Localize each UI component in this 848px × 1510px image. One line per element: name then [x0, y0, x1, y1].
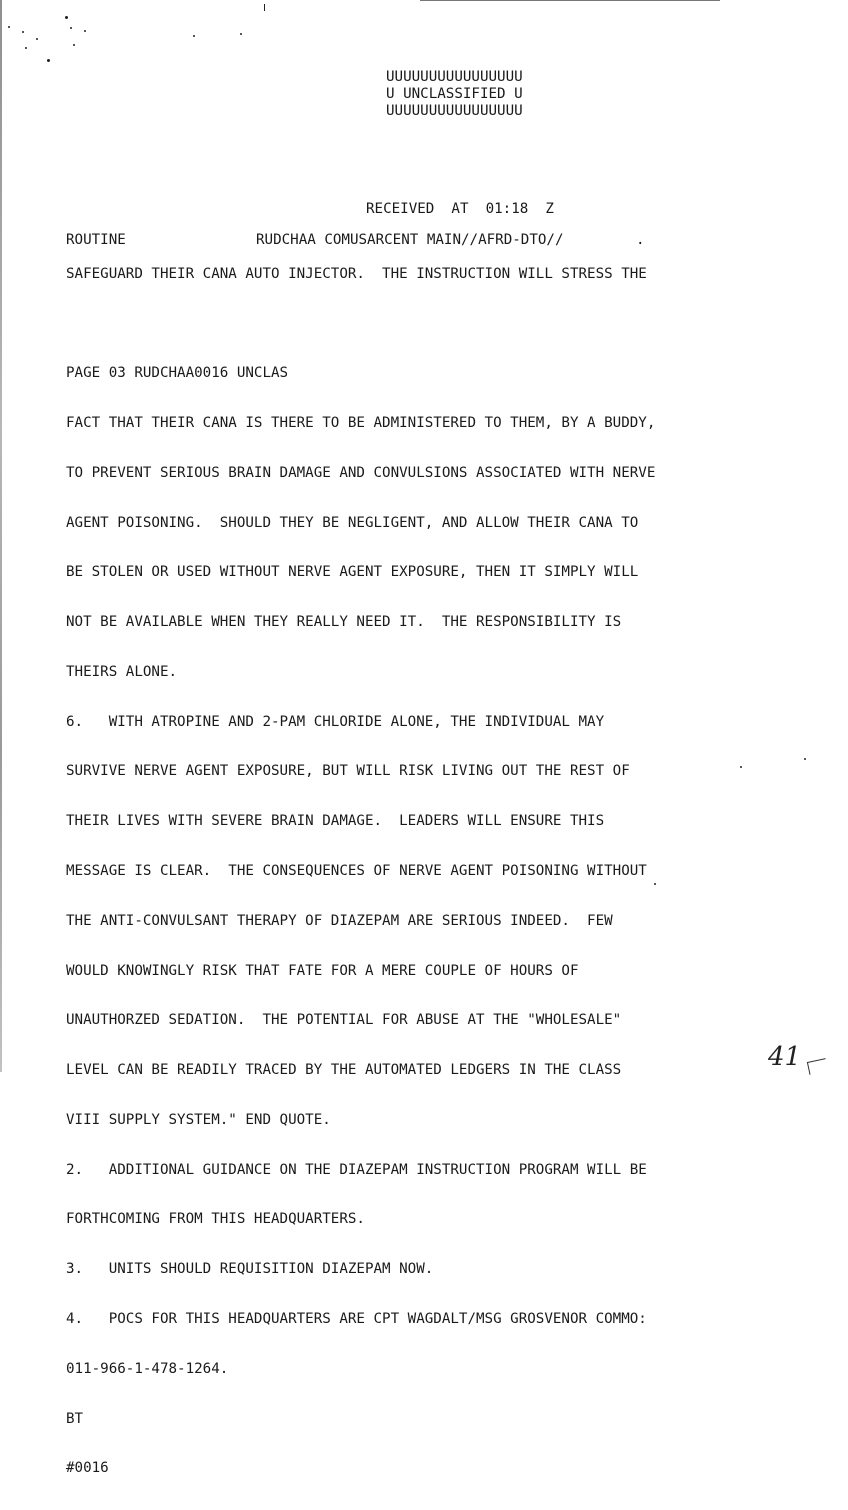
body-line: THE ANTI-CONVULSANT THERAPY OF DIAZEPAM ARE SERIOUS INDEED. FEW [66, 912, 613, 929]
body-line: WOULD KNOWINGLY RISK THAT FATE FOR A MERE COUPLE OF HOURS OF [66, 962, 579, 979]
body-line: UNAUTHORZED SEDATION. THE POTENTIAL FOR ABUSE AT THE "WHOLESALE" [66, 1012, 622, 1029]
body-line: LEVEL CAN BE READILY TRACED BY THE AUTOMATED LEDGERS IN THE CLASS [66, 1062, 622, 1079]
message-body [66, 332, 846, 1510]
body-line: 4. POCS FOR THIS HEADQUARTERS ARE CPT WAGDALT/MSG GROSVENOR COMMO: [66, 1311, 647, 1328]
body-line: 011-966-1-478-1264. [66, 1360, 229, 1377]
scan-speck [84, 30, 86, 32]
body-line: AGENT POISONING. SHOULD THEY BE NEGLIGENT, AND ALLOW THEIR CANA TO [66, 514, 639, 531]
classification-banner-top: UUUUUUUUUUUUUUUU [386, 69, 523, 85]
scan-top-rule [420, 0, 720, 1]
scan-speck [25, 47, 27, 49]
body-line: #0016 [66, 1460, 109, 1477]
body-line: TO PREVENT SERIOUS BRAIN DAMAGE AND CONVULSIONS ASSOCIATED WITH NERVE [66, 464, 656, 481]
body-line: BT [66, 1410, 84, 1427]
scan-speck [65, 16, 68, 19]
routing-address: RUDCHAA COMUSARCENT MAIN//AFRD-DTO// [256, 232, 564, 248]
body-line: BE STOLEN OR USED WITHOUT NERVE AGENT EXPOSURE, THEN IT SIMPLY WILL [66, 564, 639, 581]
routing-trail-mark: . [636, 232, 645, 248]
scan-speck [8, 26, 10, 28]
body-line: MESSAGE IS CLEAR. THE CONSEQUENCES OF NERVE AGENT POISONING WITHOUT [66, 863, 647, 879]
classification-banner-bottom: UUUUUUUUUUUUUUUU [386, 103, 523, 119]
body-line: FORTHCOMING FROM THIS HEADQUARTERS. [66, 1211, 365, 1228]
scan-speck [36, 38, 38, 40]
scan-speck [47, 59, 50, 62]
scan-speck [73, 44, 75, 46]
scan-speck [264, 4, 265, 11]
scan-speck [193, 35, 195, 37]
body-line: VIII SUPPLY SYSTEM." END QUOTE. [66, 1111, 331, 1128]
body-line: FACT THAT THEIR CANA IS THERE TO BE ADMINISTERED TO THEM, BY A BUDDY, [66, 414, 656, 431]
body-line: 2. ADDITIONAL GUIDANCE ON THE DIAZEPAM INSTRUCTION PROGRAM WILL BE [66, 1161, 647, 1178]
scan-speck [22, 31, 24, 33]
body-line: 6. WITH ATROPINE AND 2-PAM CHLORIDE ALONE, THE INDIVIDUAL MAY [66, 713, 605, 730]
carryover-line: SAFEGUARD THEIR CANA AUTO INJECTOR. THE INSTRUCTION WILL STRESS THE [66, 266, 647, 282]
classification-banner-label: U UNCLASSIFIED U [386, 86, 523, 102]
body-line: SURVIVE NERVE AGENT EXPOSURE, BUT WILL RISK LIVING OUT THE REST OF [66, 763, 630, 780]
scan-left-edge [0, 0, 2, 1072]
scan-speck [240, 33, 242, 35]
received-timestamp: RECEIVED AT 01:18 Z [366, 201, 554, 217]
body-line: 3. UNITS SHOULD REQUISITION DIAZEPAM NOW. [66, 1261, 434, 1278]
body-line: THEIRS ALONE. [66, 663, 178, 680]
body-line: PAGE 03 RUDCHAA0016 UNCLAS [66, 365, 289, 382]
precedence-label: ROUTINE [66, 232, 126, 248]
handwritten-page-number: 41 [768, 1042, 802, 1072]
body-line: NOT BE AVAILABLE WHEN THEY REALLY NEED IT. THE RESPONSIBILITY IS [66, 614, 622, 631]
body-line: THEIR LIVES WITH SEVERE BRAIN DAMAGE. LEADERS WILL ENSURE THIS [66, 813, 605, 830]
scan-speck [70, 27, 72, 29]
